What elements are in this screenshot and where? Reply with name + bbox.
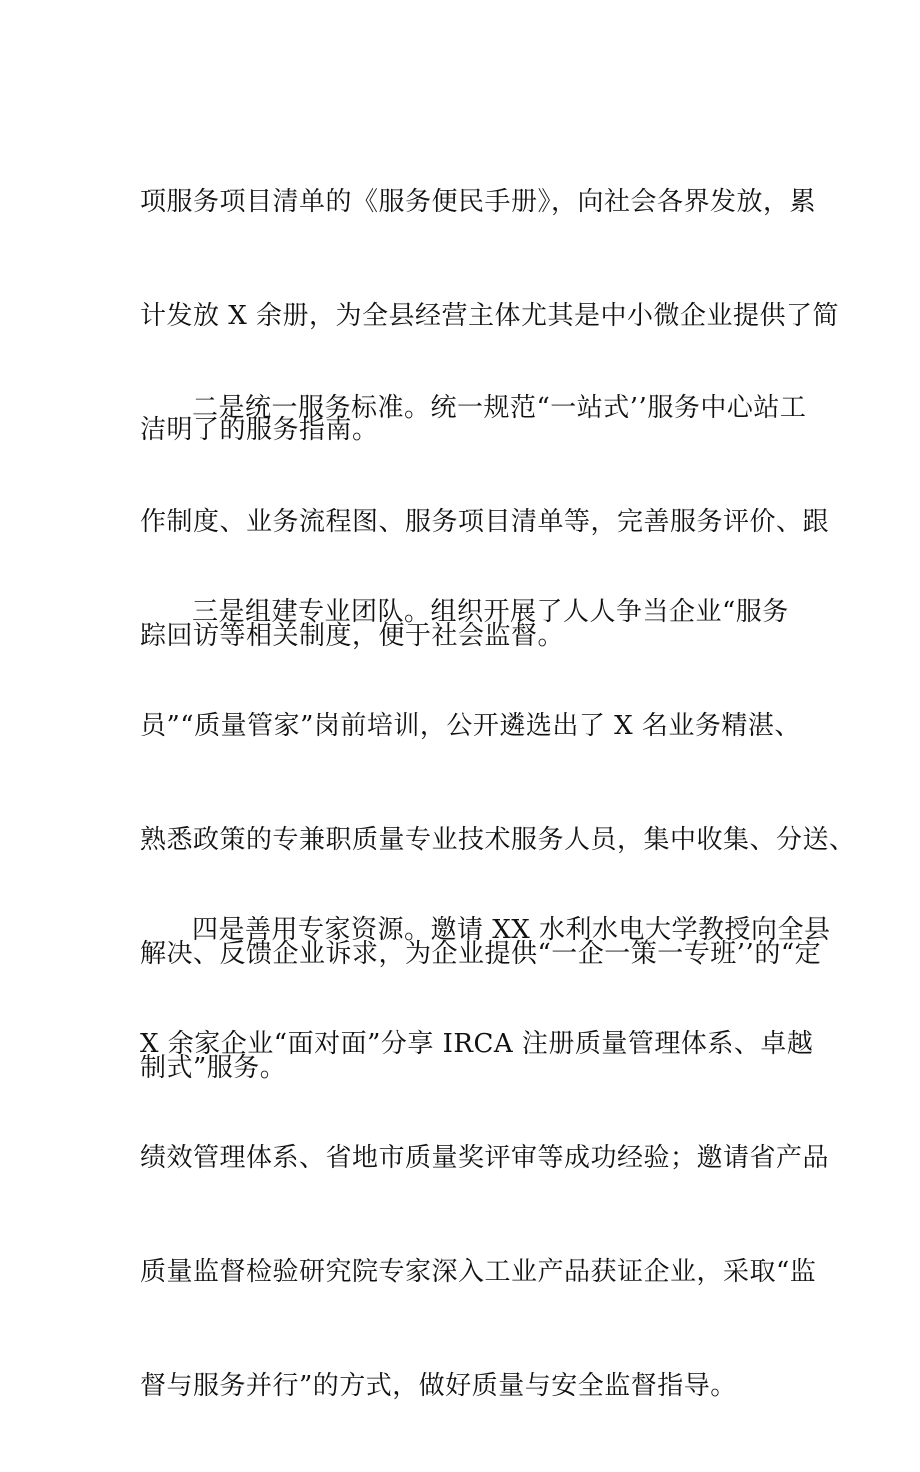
paragraph-line: 绩效管理体系、省地市质量奖评审等成功经验；邀请省产品 [140, 1143, 830, 1173]
paragraph-line: 洁明了的服务指南。 [140, 415, 379, 445]
paragraph-expert-resources [140, 845, 831, 1472]
paragraph-line: 员”“质量管家”岗前培训，公开遴选出了 X 名业务精湛、 [140, 711, 801, 741]
paragraph-line: 制式”服务。 [140, 1053, 287, 1083]
paragraph-line: 熟悉政策的专兼职质量专业技术服务人员，集中收集、分送、 [140, 825, 856, 855]
paragraph-line: 计发放 X 余册，为全县经营主体尤其是中小微企业提供了简 [140, 301, 840, 331]
paragraph-line: 质量监督检验研究院专家深入工业产品获证企业，采取“监 [140, 1257, 817, 1287]
paragraph-line: X 余家企业“面对面”分享 IRCA 注册质量管理体系、卓越 [140, 1029, 814, 1059]
paragraph-line: 解决、反馈企业诉求，为企业提供“一企一策一专班’’的“定 [140, 939, 822, 969]
paragraph-line: 二是统一服务标准。统一规范“一站式’’服务中心站工 [192, 393, 807, 423]
paragraph-line: 三是组建专业团队。组织开展了人人争当企业“服务 [192, 597, 789, 627]
paragraph-line: 作制度、业务流程图、服务项目清单等，完善服务评价、跟 [140, 507, 830, 537]
paragraph-line: 四是善用专家资源。邀请 XX 水利水电大学教授向全县 [192, 915, 831, 945]
paragraph-line: 项服务项目清单的《服务便民手册》，向社会各界发放，累 [140, 187, 817, 217]
paragraph-line: 督与服务并行”的方式，做好质量与安全监督指导。 [140, 1371, 737, 1401]
paragraph-line: 踪回访等相关制度，便于社会监督。 [140, 621, 565, 651]
